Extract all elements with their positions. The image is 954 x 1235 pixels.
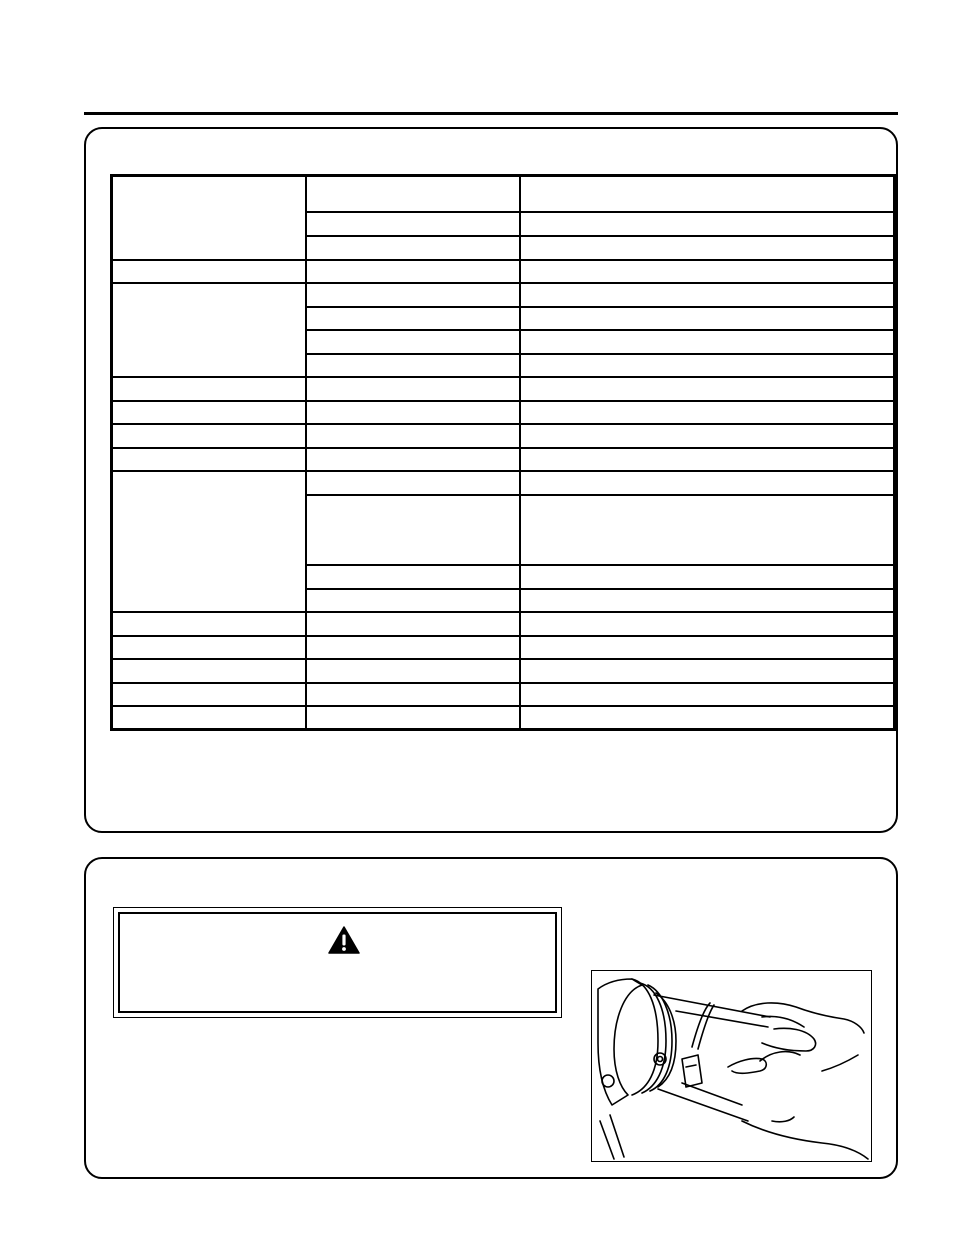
table-cell-value <box>520 706 895 730</box>
table-cell-value <box>520 612 895 636</box>
table-cell-label <box>112 471 307 612</box>
table-cell-sub <box>306 471 520 495</box>
warning-inner-frame <box>118 912 557 1013</box>
table-cell-sub <box>306 706 520 730</box>
table-cell-value <box>520 401 895 424</box>
specifications-table <box>110 174 896 731</box>
table-cell-value <box>520 260 895 283</box>
table-cell-label <box>112 283 307 377</box>
table-cell-label <box>112 424 307 448</box>
warning-box <box>113 907 562 1018</box>
table-cell-sub <box>306 636 520 659</box>
table-cell-sub <box>306 307 520 330</box>
table-cell-sub <box>306 495 520 565</box>
table-cell-label <box>112 683 307 706</box>
table-cell-sub <box>306 589 520 612</box>
table-cell-value <box>520 448 895 471</box>
table-cell-label <box>112 260 307 283</box>
table-cell-sub <box>306 424 520 448</box>
table-cell-sub <box>306 236 520 260</box>
table-row <box>112 471 895 495</box>
table-cell-label <box>112 612 307 636</box>
table-row <box>112 659 895 683</box>
table-cell-value <box>520 565 895 589</box>
table-cell-value <box>520 236 895 260</box>
table-row <box>112 612 895 636</box>
table-cell-value <box>520 495 895 565</box>
table-row <box>112 283 895 307</box>
table-cell-label <box>112 636 307 659</box>
table-cell-label <box>112 377 307 401</box>
table-cell-label <box>112 176 307 260</box>
blower-tube-assembly-illustration <box>591 970 872 1162</box>
table-cell-value <box>520 471 895 495</box>
table-cell-sub <box>306 401 520 424</box>
table-cell-value <box>520 354 895 377</box>
table-row <box>112 636 895 659</box>
table-cell-value <box>520 212 895 236</box>
table-cell-sub <box>306 612 520 636</box>
table-cell-sub <box>306 260 520 283</box>
table-row <box>112 706 895 730</box>
table-row <box>112 448 895 471</box>
specifications-panel <box>84 127 898 833</box>
table-cell-label <box>112 659 307 683</box>
table-row <box>112 401 895 424</box>
table-cell-sub <box>306 377 520 401</box>
table-cell-sub <box>306 283 520 307</box>
table-row <box>112 424 895 448</box>
table-cell-value <box>520 683 895 706</box>
table-cell-value <box>520 636 895 659</box>
table-cell-sub <box>306 330 520 354</box>
table-cell-value <box>520 659 895 683</box>
table-row <box>112 683 895 706</box>
table-cell-value <box>520 176 895 212</box>
table-cell-value <box>520 283 895 307</box>
table-cell-label <box>112 401 307 424</box>
table-row <box>112 377 895 401</box>
table-cell-sub <box>306 354 520 377</box>
table-cell-sub <box>306 212 520 236</box>
table-cell-sub <box>306 659 520 683</box>
table-cell-sub <box>306 448 520 471</box>
table-cell-sub <box>306 565 520 589</box>
table-cell-value <box>520 330 895 354</box>
table-cell-sub <box>306 176 520 212</box>
table-cell-sub <box>306 683 520 706</box>
table-cell-label <box>112 448 307 471</box>
table-cell-value <box>520 307 895 330</box>
assembly-panel <box>84 857 898 1179</box>
table-row <box>112 176 895 212</box>
table-cell-label <box>112 706 307 730</box>
table-cell-value <box>520 589 895 612</box>
table-cell-value <box>520 377 895 401</box>
table-row <box>112 260 895 283</box>
table-cell-value <box>520 424 895 448</box>
illustration-drawing <box>592 971 872 1162</box>
top-rule <box>84 112 898 115</box>
warning-triangle-icon <box>328 926 360 954</box>
